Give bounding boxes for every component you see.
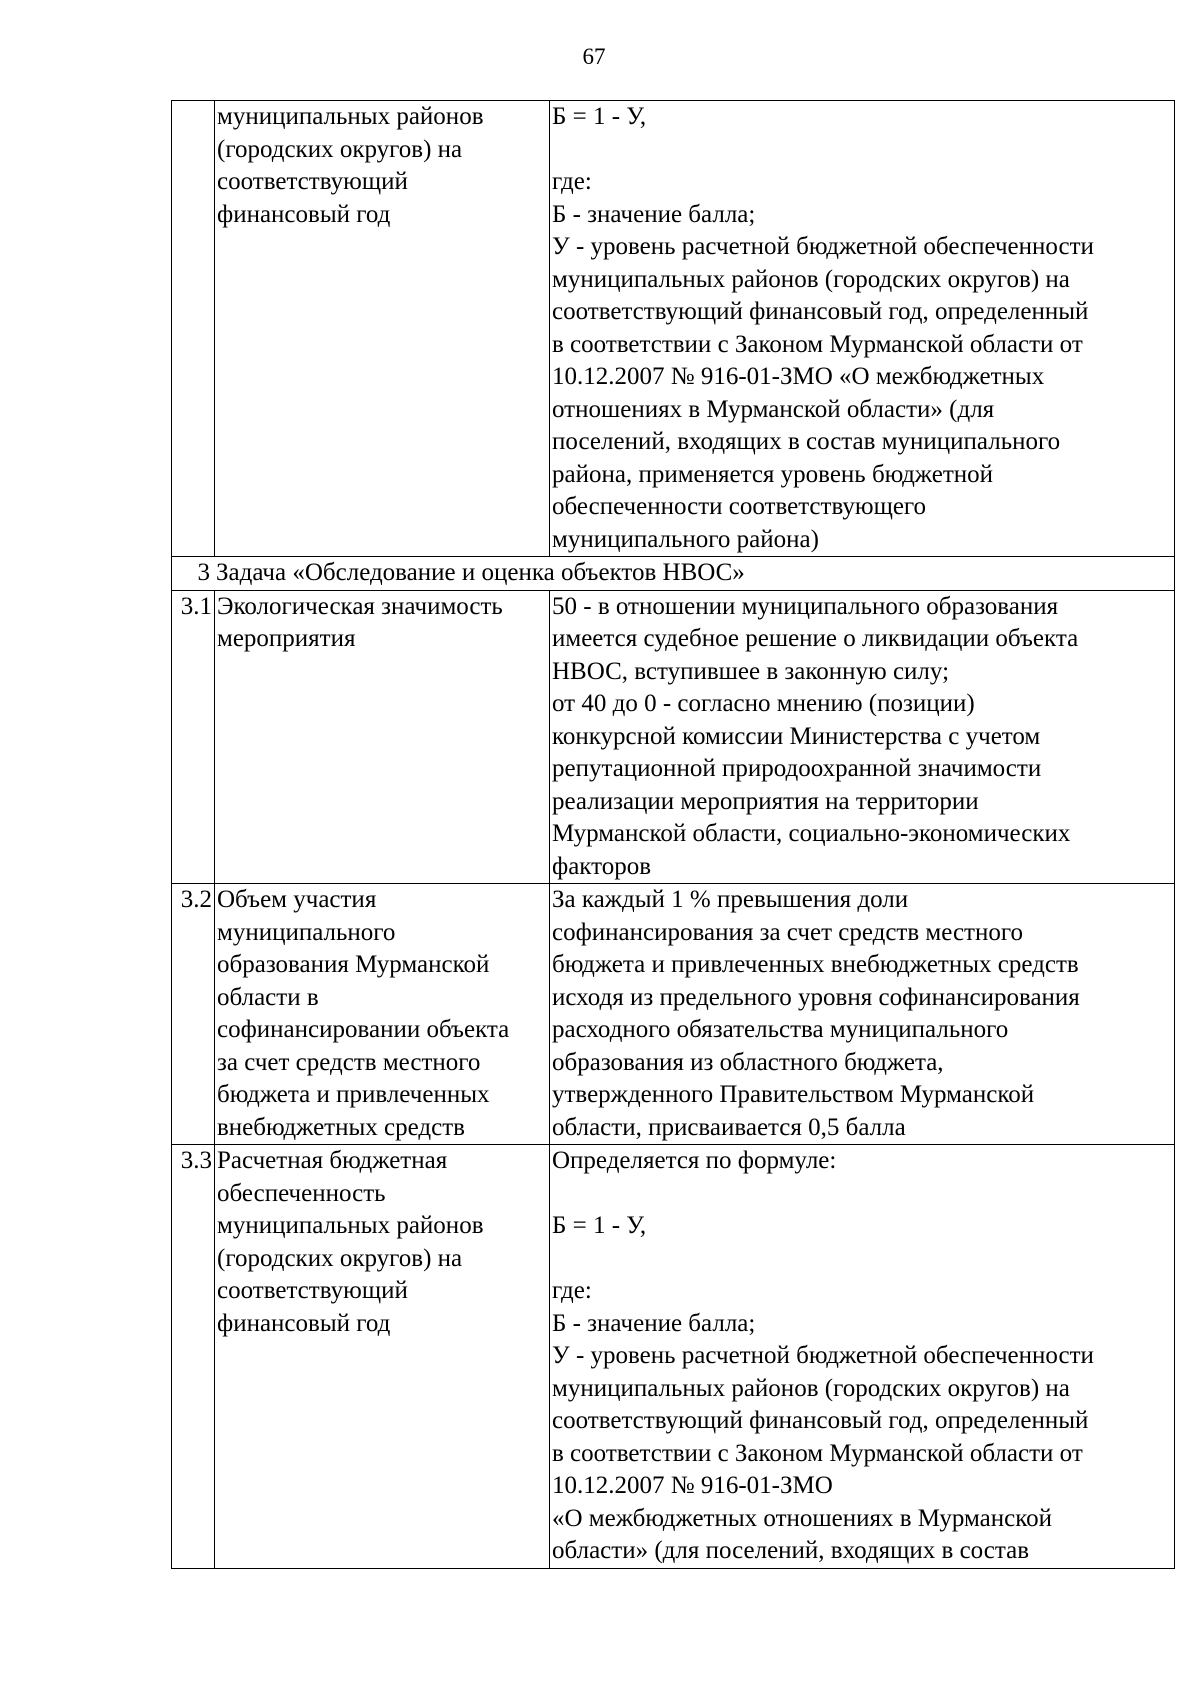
criterion-cell: муниципальных районов (городских округов) на соответствующий финансовый год: [215, 101, 550, 557]
criterion-cell: Расчетная бюджетная обеспеченность муниципальных районов (городских округов) на соответствующий финансовый год: [215, 1145, 550, 1569]
table-row: [172, 101, 1175, 557]
section-cell: [172, 557, 1175, 591]
row-number: [172, 101, 215, 557]
description-cell: За каждый 1 % превышения доли софинансирования за счет средств местного бюджета и привлеченных внебюджетных средств исходя из предельного уровня софинансирования расходного обязательства муниципального образования из областного бюджета, утвержденного Правительством Мурманской области, присваивается 0,5 балла: [550, 884, 1175, 1145]
section-row: [172, 557, 1175, 591]
criterion-cell: Экологическая значимость мероприятия: [215, 590, 550, 884]
description-cell: Определяется по формуле: Б = 1 - У, где: Б - значение балла; У - уровень расчетной бюджетной обеспеченности муниципальных районов (городских округов) на соответствующий финансовый год, определенный в соответствии с Законом Мурманской области от 10.12.2007 № 916-01-ЗМО «О межбюджетных отношениях в Мурманской области» (для поселений, входящих в состав: [550, 1145, 1175, 1569]
page-number: 67: [582, 44, 606, 69]
table-row: [172, 590, 1175, 884]
row-number: 3.1: [172, 590, 215, 884]
description-cell: Б = 1 - У, где: Б - значение балла; У - уровень расчетной бюджетной обеспеченности муниципальных районов (городских округов) на соответствующий финансовый год, определенный в соответствии с Законом Мурманской области от 10.12.2007 № 916-01-ЗМО «О межбюджетных отношениях в Мурманской области» (для поселений, входящих в состав муниципального района, применяется уровень бюджетной обеспеченности соответствующего муниципального района): [550, 101, 1175, 557]
section-title: Задача «Обследование и оценка объектов НВОС»: [216, 559, 745, 586]
description-cell: 50 - в отношении муниципального образования имеется судебное решение о ликвидации объекта НВОС, вступившее в законную силу; от 40 до 0 - согласно мнению (позиции) конкурсной комиссии Министерства с учетом репутационной природоохранной значимости реализации мероприятия на территории Мурманской области, социально-экономических факторов: [550, 590, 1175, 884]
row-number: 3.3: [172, 1145, 215, 1569]
criterion-cell: Объем участия муниципального образования Мурманской области в софинансировании объекта за счет средств местного бюджета и привлеченных внебюджетных средств: [215, 884, 550, 1145]
table-row: [172, 1145, 1175, 1569]
section-number: 3: [197, 559, 210, 586]
table-row: [172, 884, 1175, 1145]
row-number: 3.2: [172, 884, 215, 1145]
criteria-table: [171, 100, 1175, 1569]
